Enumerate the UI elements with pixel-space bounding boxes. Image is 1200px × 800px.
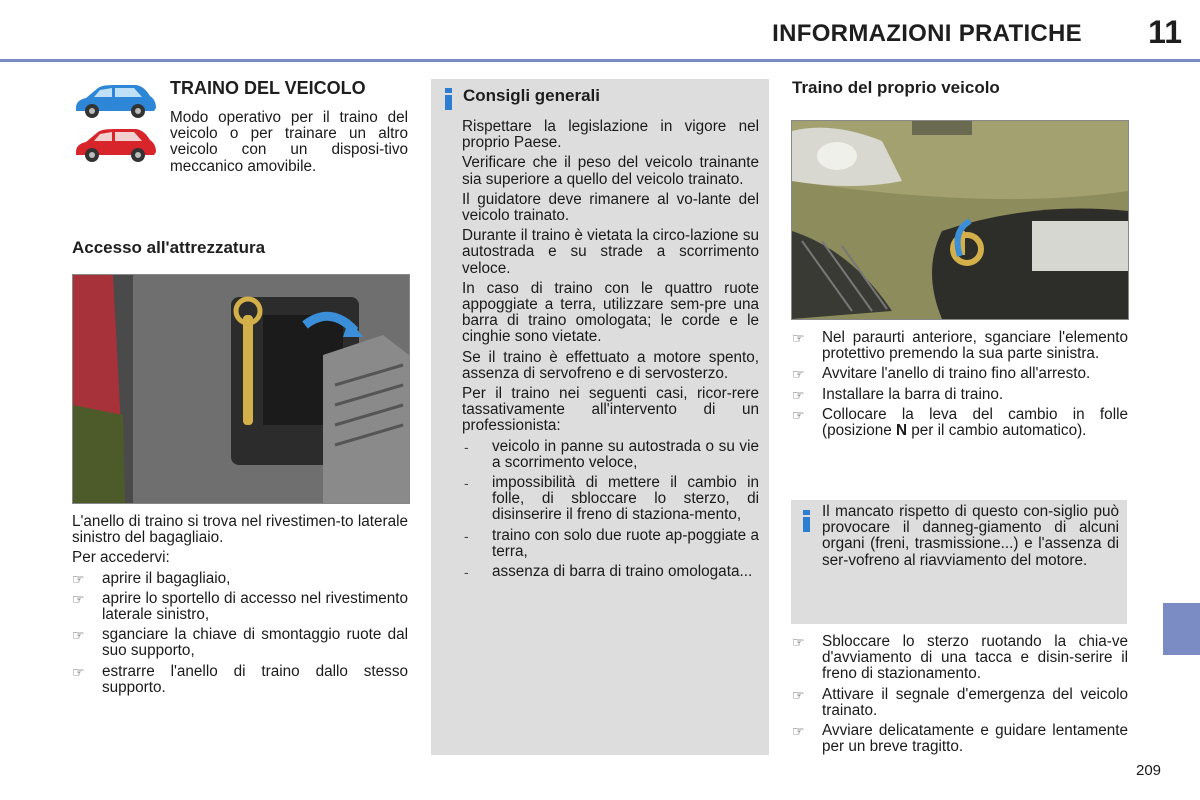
pointing-hand-icon: ☞ bbox=[792, 406, 805, 423]
access-title: Accesso all'attrezzatura bbox=[72, 238, 266, 257]
list-item: - impossibilità di mettere il cambio in folle, di sbloccare lo sterzo, di disinserire il freno di staziona-mento, bbox=[464, 474, 759, 524]
general-advice-title: Consigli generali bbox=[463, 86, 600, 105]
info-icon bbox=[444, 88, 453, 110]
advice-paragraph: Durante il traino è vietata la circo-lazione su autostrada e su strade a scorrimento veloce. bbox=[462, 227, 759, 277]
info-icon bbox=[802, 510, 811, 532]
advice-paragraph: Per il traino nei seguenti casi, ricor-rere tassativamente all'intervento di un professionista: bbox=[462, 385, 759, 435]
warning-box bbox=[791, 500, 1127, 624]
intro-text: Modo operativo per il traino del veicolo o per trainare un altro veicolo con un disposi-tivo meccanico amovibile. bbox=[170, 109, 408, 175]
list-item: - veicolo in panne su autostrada o su vie a scorrimento veloce, bbox=[464, 437, 759, 471]
pointing-hand-icon: ☞ bbox=[792, 366, 805, 383]
own-vehicle-towing-title: Traino del proprio veicolo bbox=[792, 78, 1000, 97]
pointing-hand-icon: ☞ bbox=[792, 330, 805, 346]
trunk-illustration bbox=[73, 275, 409, 503]
pointing-hand-icon: ☞ bbox=[792, 634, 805, 650]
dash-marker: - bbox=[464, 475, 469, 492]
dash-marker: - bbox=[464, 527, 469, 544]
header-rule bbox=[0, 59, 1200, 62]
warning-text: Il mancato rispetto di questo con-siglio può provocare il danneg-giamento di alcuni organi (freni, trasmissione...) e l'assenza di ser-vofreno al riavviamento del motore. bbox=[822, 503, 1119, 569]
list-item: ☞ Attivare il segnale d'emergenza del veicolo trainato. bbox=[792, 685, 1128, 719]
towing-steps-a bbox=[792, 330, 1128, 443]
list-item: ☞ Installare la barra di traino. bbox=[792, 385, 1004, 403]
left-body bbox=[72, 514, 408, 700]
neutral-position-letter: N bbox=[895, 422, 908, 440]
advice-paragraph: Rispettare la legislazione in vigore nel proprio Paese. bbox=[462, 118, 759, 152]
access-steps-list bbox=[72, 571, 408, 696]
blue-car-icon bbox=[70, 80, 158, 120]
list-item: - assenza di barra di traino omologata... bbox=[464, 563, 753, 581]
advice-paragraph: Verificare che il peso del veicolo trainante sia superiore a quello del veicolo trainato. bbox=[462, 154, 759, 188]
front-bumper-photo bbox=[791, 120, 1129, 320]
section-title-towing: TRAINO DEL VEICOLO bbox=[170, 78, 366, 98]
towing-steps-list-b bbox=[792, 634, 1128, 755]
general-advice-body bbox=[462, 119, 759, 584]
pointing-hand-icon: ☞ bbox=[792, 386, 805, 403]
list-item: ☞ Avvitare l'anello di traino fino all'arresto. bbox=[792, 365, 1091, 383]
dash-marker: - bbox=[464, 564, 469, 581]
pointing-hand-icon: ☞ bbox=[72, 627, 85, 644]
access-intro-text: Per accedervi: bbox=[72, 549, 170, 567]
list-item: ☞ Avviare delicatamente e guidare lentamente per un breve tragitto. bbox=[792, 722, 1128, 756]
red-car-icon bbox=[70, 124, 158, 164]
ring-location-text: L'anello di traino si trova nel rivestimen-to laterale sinistro del bagagliaio. bbox=[72, 513, 408, 547]
professional-cases-list bbox=[462, 439, 759, 581]
pointing-hand-icon: ☞ bbox=[792, 723, 805, 740]
trunk-photo bbox=[72, 274, 410, 504]
front-bumper-illustration bbox=[792, 121, 1128, 319]
list-item: ☞ Nel paraurti anteriore, sganciare l'elemento protettivo premendo la sua parte sinistra. bbox=[792, 329, 1128, 363]
pointing-hand-icon: ☞ bbox=[72, 590, 85, 607]
page-number: 209 bbox=[1136, 762, 1162, 779]
list-item: ☞ aprire lo sportello di accesso nel rivestimento laterale sinistro, bbox=[72, 589, 408, 624]
advice-paragraph: In caso di traino con le quattro ruote appoggiate a terra, utilizzare sem-pre una barra di traino omologata; le corde e le cinghie sono vietate. bbox=[462, 279, 759, 346]
advice-paragraph: Il guidatore deve rimanere al vo-lante del veicolo trainato. bbox=[462, 190, 759, 225]
general-advice-box bbox=[431, 79, 769, 755]
pointing-hand-icon: ☞ bbox=[72, 663, 85, 680]
pointing-hand-icon: ☞ bbox=[72, 570, 85, 587]
pointing-hand-icon: ☞ bbox=[792, 686, 805, 703]
towing-steps-b bbox=[792, 634, 1128, 759]
chapter-number: 11 bbox=[1148, 14, 1182, 50]
list-item: ☞ estrarre l'anello di traino dallo stesso supporto. bbox=[72, 662, 408, 696]
list-item: ☞ Sbloccare lo sterzo ruotando la chia-ve d'avviamento di una tacca e disin-serire il freno di stazionamento. bbox=[792, 633, 1128, 683]
chapter-side-tab bbox=[1163, 603, 1200, 655]
page-header-title: INFORMAZIONI PRATICHE bbox=[772, 20, 1082, 47]
list-item: ☞ Collocare la leva del cambio in folle (posizione N per il cambio automatico). bbox=[792, 405, 1128, 440]
list-item: ☞ sganciare la chiave di smontaggio ruote dal suo supporto, bbox=[72, 626, 408, 660]
list-item: ☞ aprire il bagagliaio, bbox=[72, 569, 231, 587]
advice-paragraph: Se il traino è effettuato a motore spento, assenza di servofreno e di servosterzo. bbox=[462, 348, 759, 382]
towing-steps-list-a bbox=[792, 330, 1128, 439]
dash-marker: - bbox=[464, 438, 469, 455]
list-item: - traino con solo due ruote ap-poggiate a terra, bbox=[464, 526, 759, 560]
